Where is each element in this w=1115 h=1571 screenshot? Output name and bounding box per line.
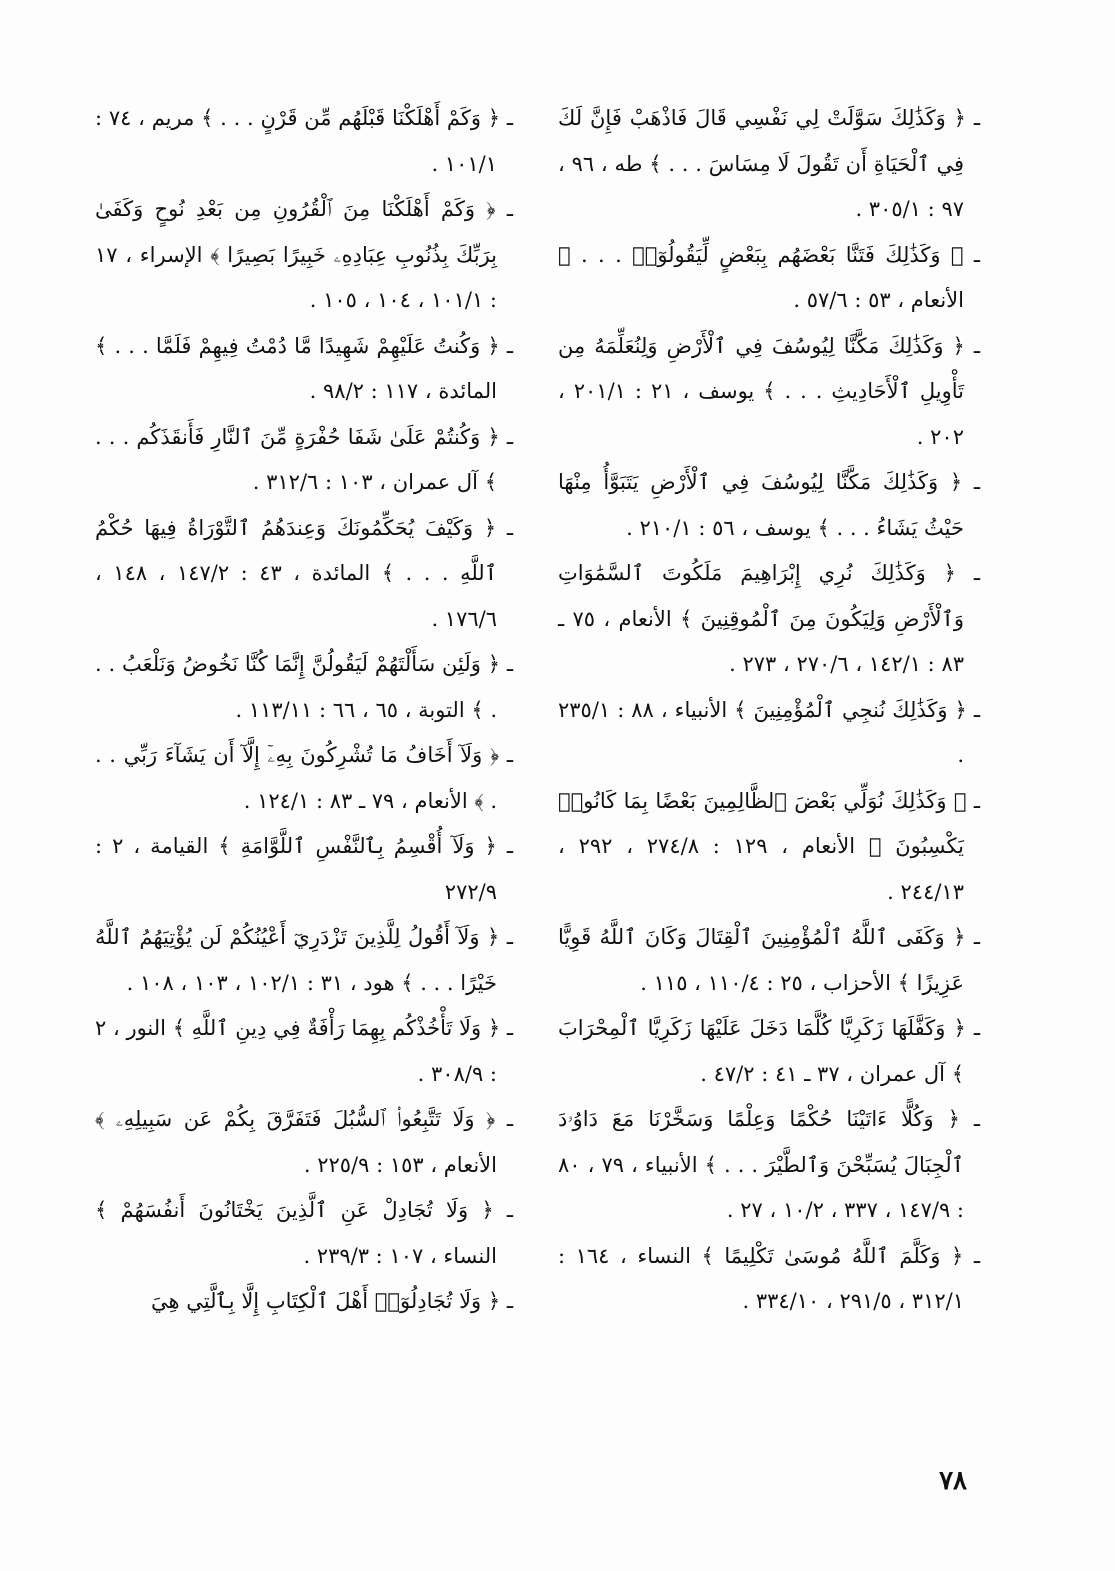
index-entry: ـ ﴿ وَكَيْفَ يُحَكِّمُونَكَ وَعِندَهُمُ ٱلتَّوْرَاةُ فِيهَا حُكْمُ ٱللَّهِ . . . ﴾ المائدة ، ٤٣ : ١٤٧/٢ ، ١٤٨ ، ١٧٦/٦ . [95, 506, 513, 643]
index-entry: ـ ﴿ وَكَذَٰلِكَ فَتَنَّا بَعْضَهُم بِبَعْضٍ لِّيَقُولُوٓا۟ . . . ﴾ الأنعام ، ٥٣ : ٥٧/٦ . [558, 233, 980, 324]
page-number: ٧٨ [939, 1466, 967, 1496]
index-entry: ـ ﴿ وَكُنتُمْ عَلَىٰ شَفَا حُفْرَةٍ مِّنَ ٱلنَّارِ فَأَنقَذَكُم . . . ﴾ آل عمران ، ١٠٣ : ٣١٢/٦ . [95, 415, 513, 506]
index-entry: ـ ﴿ وَكُلًّا ءَاتَيْنَا حُكْمًا وَعِلْمًا وَسَخَّرْنَا مَعَ دَاوُۥدَ ٱلْجِبَالَ يُسَبِّحْنَ وَٱلطَّيْرَ . . . ﴾ الأنبياء ، ٧٩ ، ٨٠ : ١٤٧/٩ ، ٣٣٧ ، ١٠/٢ ، ٢٧ . [558, 1097, 980, 1234]
index-entry: ـ ﴿ وَلَآ أَقُولُ لِلَّذِينَ تَزْدَرِيٓ أَعْيُنُكُمْ لَن يُؤْتِيَهُمُ ٱللَّهُ خَيْرًا . . . ﴾ هود ، ٣١ : ١٠٢/١ ، ١٠٣ ، ١٠٨ . [95, 915, 513, 1006]
index-entry: ـ ﴿ وَكَفَى ٱللَّهُ ٱلْمُؤْمِنِينَ ٱلْقِتَالَ وَكَانَ ٱللَّهُ قَوِيًّا عَزِيزًا ﴾ الأحزاب ، ٢٥ : ١١٠/٤ ، ١١٥ . [558, 915, 980, 1006]
index-entry: ـ ﴿ وَكَذَٰلِكَ سَوَّلَتْ لِي نَفْسِي قَالَ فَاذْهَبْ فَإِنَّ لَكَ فِي ٱلْحَيَاةِ أَن تَقُولَ لَا مِسَاسَ . . . ﴾ طه ، ٩٦ ، ٩٧ : ٣٠٥/١ . [558, 96, 980, 233]
index-entry: ـ ﴿ وَكَذَٰلِكَ نُنجِي ٱلْمُؤْمِنِينَ ﴾ الأنبياء ، ٨٨ : ٢٣٥/١ . [558, 688, 980, 779]
index-entry: ـ ﴿ وَلَآ أُقْسِمُ بِٱلنَّفْسِ ٱللَّوَّامَةِ ﴾ القيامة ، ٢ : ٢٧٢/٩ [95, 824, 513, 915]
index-entry: ـ ﴿ وَكَفَّلَهَا زَكَرِيَّا كُلَّمَا دَخَلَ عَلَيْهَا زَكَرِيَّا ٱلْمِحْرَابَ ﴾ آل عمران ، ٣٧ ـ ٤١ : ٤٧/٢ . [558, 1006, 980, 1097]
index-entry: ـ ﴿ وَكَمْ أَهْلَكْنَا قَبْلَهُم مِّن قَرْنٍ . . . ﴾ مريم ، ٧٤ : ١٠١/١ . [95, 96, 513, 187]
index-entry: ـ ﴿ وَلَآ أَخَافُ مَا تُشْرِكُونَ بِهِۦٓ إِلَّآ أَن يَشَآءَ رَبِّي . . . ﴾ الأنعام ، ٧٩ ـ ٨٣ : ١٢٤/١ . [95, 733, 513, 824]
index-entry: ـ ﴿ وَلَا تُجَادِلُوٓا۟ أَهْلَ ٱلْكِتَابِ إِلَّا بِٱلَّتِي هِيَ [95, 1279, 513, 1325]
index-entry: ـ ﴿ وَلَا تَأْخُذْكُم بِهِمَا رَأْفَةٌ فِي دِينِ ٱللَّهِ ﴾ النور ، ٢ : ٣٠٨/٩ . [95, 1006, 513, 1097]
index-entry: ـ ﴿ وَكَلَّمَ ٱللَّهُ مُوسَىٰ تَكْلِيمًا ﴾ النساء ، ١٦٤ : ٣١٢/١ ، ٢٩١/٥ ، ٣٣٤/١٠ . [558, 1234, 980, 1325]
index-entry: ـ ﴿ وَكَمْ أَهْلَكْنَا مِنَ ٱلْقُرُونِ مِن بَعْدِ نُوحٍ وَكَفَىٰ بِرَبِّكَ بِذُنُوبِ عِبَادِهِۦ خَبِيرًا بَصِيرًا ﴾ الإسراء ، ١٧ : ١٠١/١ ، ١٠٤ ، ١٠٥ . [95, 187, 513, 324]
index-entry: ـ ﴿ وَكَذَٰلِكَ نُوَلِّي بَعْضَ ٱلظَّالِمِينَ بَعْضًا بِمَا كَانُوا۟ يَكْسِبُونَ ﴾ الأنعام ، ١٢٩ : ٢٧٤/٨ ، ٢٩٢ ، ٢٤٤/١٣ . [558, 779, 980, 916]
index-entry: ـ ﴿ وَكَذَٰلِكَ مَكَّنَّا لِيُوسُفَ فِي ٱلْأَرْضِ يَتَبَوَّأُ مِنْهَا حَيْثُ يَشَاءُ . . . ﴾ يوسف ، ٥٦ : ٢١٠/١ . [558, 460, 980, 551]
index-entry: ـ ﴿ وَكَذَٰلِكَ نُرِي إِبْرَاهِيمَ مَلَكُوتَ ٱلسَّمَٰوَاتِ وَٱلْأَرْضِ وَلِيَكُونَ مِنَ ٱلْمُوقِنِينَ ﴾ الأنعام ، ٧٥ ـ ٨٣ : ١٤٢/١ ، ٢٧٠/٦ ، ٢٧٣ . [558, 551, 980, 688]
index-column-right [558, 96, 980, 1325]
index-entry: ـ ﴿ وَلَا تُجَادِلْ عَنِ ٱلَّذِينَ يَخْتَانُونَ أَنفُسَهُمْ ﴾ النساء ، ١٠٧ : ٢٣٩/٣ . [95, 1188, 513, 1279]
index-entry: ـ ﴿ وَكَذَٰلِكَ مَكَّنَّا لِيُوسُفَ فِي ٱلْأَرْضِ وَلِنُعَلِّمَهُ مِن تَأْوِيلِ ٱلْأَحَادِيثِ . . . ﴾ يوسف ، ٢١ : ٢٠١/١ ، ٢٠٢ . [558, 324, 980, 461]
index-entry: ـ ﴿ وَلَا تَتَّبِعُوا۟ ٱلسُّبُلَ فَتَفَرَّقَ بِكُمْ عَن سَبِيلِهِۦ ﴾ الأنعام ، ١٥٣ : ٢٢٥/٩ . [95, 1097, 513, 1188]
index-entry: ـ ﴿ وَلَئِن سَأَلْتَهُمْ لَيَقُولُنَّ إِنَّمَا كُنَّا نَخُوضُ وَنَلْعَبُ . . . ﴾ التوبة ، ٦٥ ، ٦٦ : ١١٣/١١ . [95, 642, 513, 733]
index-column-left [95, 96, 513, 1325]
index-entry: ـ ﴿ وَكُنتُ عَلَيْهِمْ شَهِيدًا مَّا دُمْتُ فِيهِمْ فَلَمَّا . . . ﴾ المائدة ، ١١٧ : ٩٨/٢ . [95, 324, 513, 415]
